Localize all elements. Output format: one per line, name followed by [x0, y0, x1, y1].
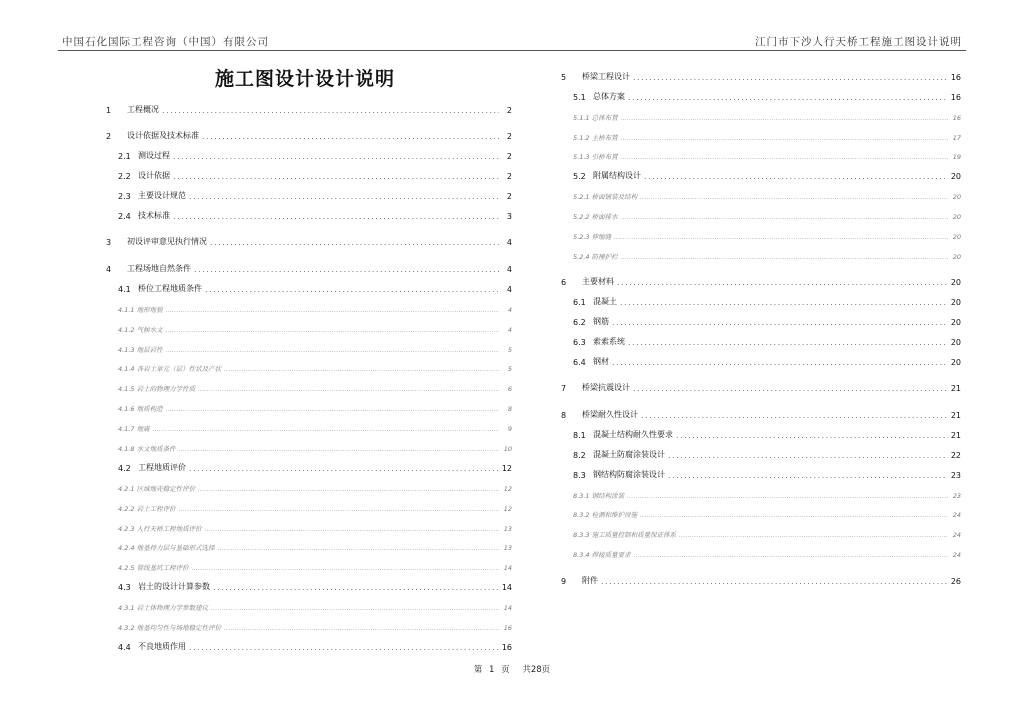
toc-entry-label: 4.2.3 人行天桥工程地质评价 — [118, 524, 202, 533]
toc-entry-number: 8.3 — [573, 470, 586, 480]
toc-entry-label: 设计依据 — [138, 171, 170, 181]
toc-entry-page: 16 — [950, 92, 961, 102]
toc-entry-label: 8.3.4 焊接质量要求 — [573, 551, 631, 560]
toc-entry-page: 12 — [503, 484, 512, 493]
toc-entry-number: 8.2 — [573, 450, 586, 460]
toc-entry[interactable] — [561, 367, 961, 394]
header-project: 江门市下沙人行天桥工程施工图设计说明 — [755, 36, 962, 48]
toc-entry-label: 主要材料 — [582, 277, 614, 287]
toc-entry-page: 20 — [952, 193, 961, 202]
toc-entry-label: 钢筋 — [593, 317, 609, 327]
toc-entry-label: 4.1.2 气候水文 — [118, 325, 163, 334]
toc-entry[interactable] — [561, 460, 961, 480]
toc-entry-number: 8.1 — [573, 430, 586, 440]
toc-entry-page: 21 — [950, 410, 961, 420]
toc-leader-dots — [612, 318, 948, 327]
toc-entry[interactable] — [561, 307, 961, 327]
page-number: 1 — [489, 665, 495, 675]
toc-leader-dots — [205, 285, 499, 294]
toc-entry[interactable] — [561, 161, 961, 181]
toc-entry[interactable] — [106, 632, 512, 652]
page-footer — [0, 663, 1024, 675]
toc-entry-page: 20 — [950, 278, 961, 288]
toc-entry-page: 23 — [952, 491, 961, 500]
toc-entry-label: 索索系统 — [593, 337, 625, 347]
toc-entry[interactable] — [106, 294, 512, 314]
toc-leader-dots — [668, 451, 948, 460]
toc-entry-label: 总体方案 — [593, 91, 625, 101]
toc-entry[interactable] — [561, 500, 961, 520]
toc-entry[interactable] — [561, 287, 961, 307]
toc-entry-label: 4.3.1 岩土体物理力学参数建议 — [118, 604, 209, 613]
toc-entry-label: 工程概况 — [127, 104, 159, 114]
toc-entry-label: 5.2.2 桥面排水 — [573, 213, 618, 222]
toc-entry[interactable] — [561, 201, 961, 221]
toc-entry-number: 2.3 — [118, 192, 131, 202]
toc-entry-page: 20 — [952, 213, 961, 222]
toc-leader-dots — [676, 431, 948, 440]
toc-entry[interactable] — [106, 181, 512, 201]
toc-entry[interactable] — [106, 274, 512, 294]
toc-entry-label: 钢材 — [593, 356, 609, 366]
toc-leader-dots — [617, 278, 948, 287]
toc-entry-page: 5 — [507, 365, 512, 374]
toc-entry-label: 混凝土防腐涂装设计 — [593, 449, 665, 459]
toc-leader-dots — [633, 73, 948, 82]
toc-entry-page: 16 — [950, 72, 961, 82]
toc-entry[interactable] — [106, 141, 512, 161]
toc-entry[interactable] — [561, 440, 961, 460]
toc-entry-page: 26 — [950, 576, 961, 586]
toc-entry[interactable] — [106, 221, 512, 248]
toc-entry-page: 9 — [507, 425, 512, 434]
toc-entry-page: 16 — [952, 113, 961, 122]
toc-entry-page: 4 — [506, 284, 512, 294]
toc-entry-label: 附件 — [582, 575, 598, 585]
toc-entry-label: 4.1.3 地层岩性 — [118, 345, 163, 354]
toc-entry[interactable] — [561, 221, 961, 241]
toc-entry-number: 3 — [106, 238, 112, 248]
toc-entry-label: 4.1.5 岩土的物理力学性质 — [118, 385, 196, 394]
toc-entry-label: 不良地质作用 — [138, 641, 186, 651]
toc-entry-number: 6.1 — [573, 298, 586, 308]
toc-entry[interactable] — [561, 393, 961, 420]
toc-entry-number: 6 — [561, 278, 567, 288]
toc-entry-page: 21 — [950, 384, 961, 394]
toc-entry-label: 5.2.1 桥面铺装及结构 — [573, 193, 638, 202]
toc-entry-page: 2 — [506, 152, 512, 162]
toc-entry[interactable] — [106, 373, 512, 393]
header-divider — [58, 50, 966, 51]
toc-entry[interactable] — [106, 247, 512, 274]
toc-entry-label: 8.3.2 检测和维护设施 — [573, 511, 638, 520]
toc-leader-dots — [189, 192, 499, 201]
toc-entry-label: 5.2.4 防撞护栏 — [573, 252, 618, 261]
toc-entry-label: 主要设计规范 — [138, 191, 186, 201]
toc-entry-label: 桥位工程地质条件 — [138, 283, 202, 293]
toc-entry-page: 20 — [950, 357, 961, 367]
toc-entry-page: 24 — [952, 511, 961, 520]
toc-entry-page: 2 — [506, 132, 512, 142]
toc-leader-dots — [612, 358, 948, 367]
toc-entry-number: 1 — [106, 105, 112, 115]
toc-entry[interactable] — [561, 559, 961, 586]
toc-leader-dots — [601, 577, 948, 586]
toc-entry-label: 4.2.4 地基持力层与基础形式选择 — [118, 544, 215, 553]
toc-left-column — [106, 95, 512, 652]
toc-entry[interactable] — [106, 612, 512, 632]
toc-entry-label: 混凝土 — [593, 297, 617, 307]
toc-entry[interactable] — [106, 572, 512, 592]
toc-entry[interactable] — [106, 493, 512, 513]
toc-entry-page: 2 — [506, 105, 512, 115]
toc-entry-label: 8.3.1 钢结构涂装 — [573, 491, 625, 500]
toc-leader-dots — [641, 411, 948, 420]
toc-entry-page: 16 — [501, 642, 512, 652]
toc-leader-dots — [202, 132, 499, 141]
toc-entry-label: 钢结构防腐涂装设计 — [593, 469, 665, 479]
page-prefix: 第 — [473, 665, 483, 675]
toc-entry-page: 12 — [501, 463, 512, 473]
toc-entry-page: 6 — [507, 385, 512, 394]
toc-leader-dots — [173, 172, 499, 181]
toc-entry-label: 4.1.1 地形地貌 — [118, 305, 163, 314]
toc-entry[interactable] — [561, 519, 961, 539]
toc-entry-label: 混凝土结构耐久性要求 — [593, 429, 673, 439]
toc-entry-page: 2 — [506, 172, 512, 182]
toc-entry-page: 8 — [507, 405, 512, 414]
toc-entry-label: 4.1.4 各岩土单元（层）性状及产状 — [118, 365, 222, 374]
toc-entry-number: 8 — [561, 410, 567, 420]
toc-leader-dots — [628, 338, 948, 347]
toc-entry-label: 5.1.1 总体布置 — [573, 113, 618, 122]
toc-entry-label: 4.1.8 水文地质条件 — [118, 444, 176, 453]
toc-leader-dots — [173, 152, 499, 161]
toc-entry-label: 桥梁耐久性设计 — [582, 409, 638, 419]
toc-entry[interactable] — [561, 181, 961, 201]
toc-entry[interactable] — [106, 513, 512, 533]
toc-entry[interactable] — [561, 241, 961, 261]
toc-entry[interactable] — [106, 393, 512, 413]
toc-entry-page: 14 — [501, 583, 512, 593]
toc-entry-number: 4.3 — [118, 583, 131, 593]
toc-entry-label: 5.1.2 主桥布置 — [573, 133, 618, 142]
toc-entry-page: 2 — [506, 192, 512, 202]
toc-entry-label: 5.2.3 伸缩缝 — [573, 233, 612, 242]
toc-entry[interactable] — [106, 533, 512, 553]
toc-entry-page: 14 — [503, 604, 512, 613]
header-company: 中国石化国际工程咨询（中国）有限公司 — [62, 36, 269, 48]
toc-entry-number: 6.4 — [573, 357, 586, 367]
toc-entry-label: 桥梁抗震设计 — [582, 383, 630, 393]
toc-entry-number: 2.1 — [118, 152, 131, 162]
toc-leader-dots — [213, 583, 499, 592]
toc-entry-page: 24 — [952, 551, 961, 560]
toc-entry[interactable] — [106, 413, 512, 433]
toc-entry-label: 设计依据及技术标准 — [127, 131, 199, 141]
toc-entry[interactable] — [106, 334, 512, 354]
toc-entry-page: 14 — [503, 564, 512, 573]
toc-entry-number: 2.2 — [118, 172, 131, 182]
toc-leader-dots — [620, 298, 948, 307]
toc-entry-label: 8.3.3 施工质量控制和质量保证体系 — [573, 531, 677, 540]
toc-entry-page: 24 — [952, 531, 961, 540]
toc-entry[interactable] — [561, 327, 961, 347]
toc-entry-number: 5 — [561, 72, 567, 82]
toc-leader-dots — [162, 106, 499, 115]
toc-entry-page: 4 — [507, 325, 512, 334]
toc-entry-label: 岩土的设计计算参数 — [138, 582, 210, 592]
toc-entry-page: 13 — [503, 544, 512, 553]
toc-entry-page: 5 — [507, 345, 512, 354]
toc-entry-label: 4.1.6 地质构造 — [118, 405, 163, 414]
toc-entry[interactable] — [106, 473, 512, 493]
toc-entry-label: 4.1.7 地震 — [118, 425, 150, 434]
toc-entry-page: 4 — [507, 305, 512, 314]
toc-entry-label: 4.2.5 管线基坑工程评价 — [118, 564, 189, 573]
toc-entry-number: 4.1 — [118, 284, 131, 294]
toc-entry[interactable] — [106, 453, 512, 473]
toc-entry-label: 桥梁工程设计 — [582, 71, 630, 81]
toc-entry[interactable] — [561, 102, 961, 122]
toc-entry-page: 23 — [950, 470, 961, 480]
toc-entry[interactable] — [106, 161, 512, 181]
toc-entry-number: 4 — [106, 264, 112, 274]
toc-entry[interactable] — [561, 122, 961, 142]
toc-entry-label: 4.2.2 岩土工程评价 — [118, 504, 176, 513]
toc-entry-page: 4 — [506, 238, 512, 248]
total-pages: 共28页 — [522, 665, 551, 675]
toc-entry-number: 6.2 — [573, 318, 586, 328]
toc-entry[interactable] — [106, 433, 512, 453]
toc-leader-dots — [194, 265, 499, 274]
toc-entry[interactable] — [561, 347, 961, 367]
toc-entry-page: 17 — [952, 133, 961, 142]
toc-entry-page: 20 — [950, 338, 961, 348]
toc-leader-dots — [644, 172, 948, 181]
toc-entry-page: 16 — [503, 623, 512, 632]
toc-entry[interactable] — [561, 420, 961, 440]
toc-entry-number: 7 — [561, 384, 567, 394]
toc-entry-page: 13 — [503, 524, 512, 533]
toc-entry-page: 4 — [506, 264, 512, 274]
toc-leader-dots — [633, 384, 948, 393]
toc-right-column — [561, 62, 961, 586]
toc-entry-number: 4.4 — [118, 642, 131, 652]
toc-entry-label: 工程地质评价 — [138, 462, 186, 472]
toc-leader-dots — [173, 212, 499, 221]
toc-entry-number: 5.1 — [573, 92, 586, 102]
toc-entry[interactable] — [106, 201, 512, 221]
toc-entry-page: 20 — [952, 252, 961, 261]
toc-entry[interactable] — [106, 95, 512, 115]
toc-leader-dots — [189, 643, 499, 652]
toc-entry-label: 5.1.3 引桥布置 — [573, 153, 618, 162]
toc-entry-page: 19 — [952, 153, 961, 162]
toc-entry[interactable] — [561, 62, 961, 82]
toc-leader-dots — [668, 471, 948, 480]
toc-entry-label: 4.3.2 地基均匀性与场地稳定性评价 — [118, 623, 222, 632]
toc-entry-number: 2.4 — [118, 211, 131, 221]
toc-entry[interactable] — [561, 539, 961, 559]
toc-entry[interactable] — [106, 314, 512, 334]
toc-entry-page: 21 — [950, 430, 961, 440]
toc-entry-page: 10 — [503, 444, 512, 453]
toc-entry-label: 工程场地自然条件 — [127, 263, 191, 273]
toc-entry[interactable] — [561, 261, 961, 288]
toc-entry-page: 3 — [506, 211, 512, 221]
toc-leader-dots — [628, 93, 948, 102]
toc-entry[interactable] — [106, 354, 512, 374]
toc-entry-page: 20 — [950, 318, 961, 328]
toc-entry[interactable] — [106, 592, 512, 612]
toc-entry[interactable] — [106, 552, 512, 572]
toc-entry-label: 初设评审意见执行情况 — [127, 237, 207, 247]
toc-entry-number: 6.3 — [573, 338, 586, 348]
toc-entry[interactable] — [106, 115, 512, 142]
toc-leader-dots — [210, 238, 499, 247]
toc-entry-label: 测设过程 — [138, 151, 170, 161]
toc-entry-number: 9 — [561, 576, 567, 586]
toc-entry-number: 2 — [106, 132, 112, 142]
toc-entry-label: 附属结构设计 — [593, 171, 641, 181]
page-unit: 页 — [501, 665, 510, 675]
page-title: 施工图设计设计说明 — [214, 68, 395, 90]
toc-entry[interactable] — [561, 82, 961, 102]
toc-entry-page: 20 — [950, 172, 961, 182]
toc-entry-page: 20 — [952, 233, 961, 242]
toc-entry[interactable] — [561, 480, 961, 500]
toc-entry-label: 技术标准 — [138, 210, 170, 220]
toc-entry-page: 12 — [503, 504, 512, 513]
toc-entry-page: 22 — [950, 450, 961, 460]
toc-leader-dots — [189, 464, 499, 473]
toc-entry-label: 4.2.1 区域地壳稳定性评价 — [118, 484, 196, 493]
toc-entry-page: 20 — [950, 298, 961, 308]
toc-entry[interactable] — [561, 142, 961, 162]
toc-entry-number: 4.2 — [118, 463, 131, 473]
toc-entry-number: 5.2 — [573, 172, 586, 182]
